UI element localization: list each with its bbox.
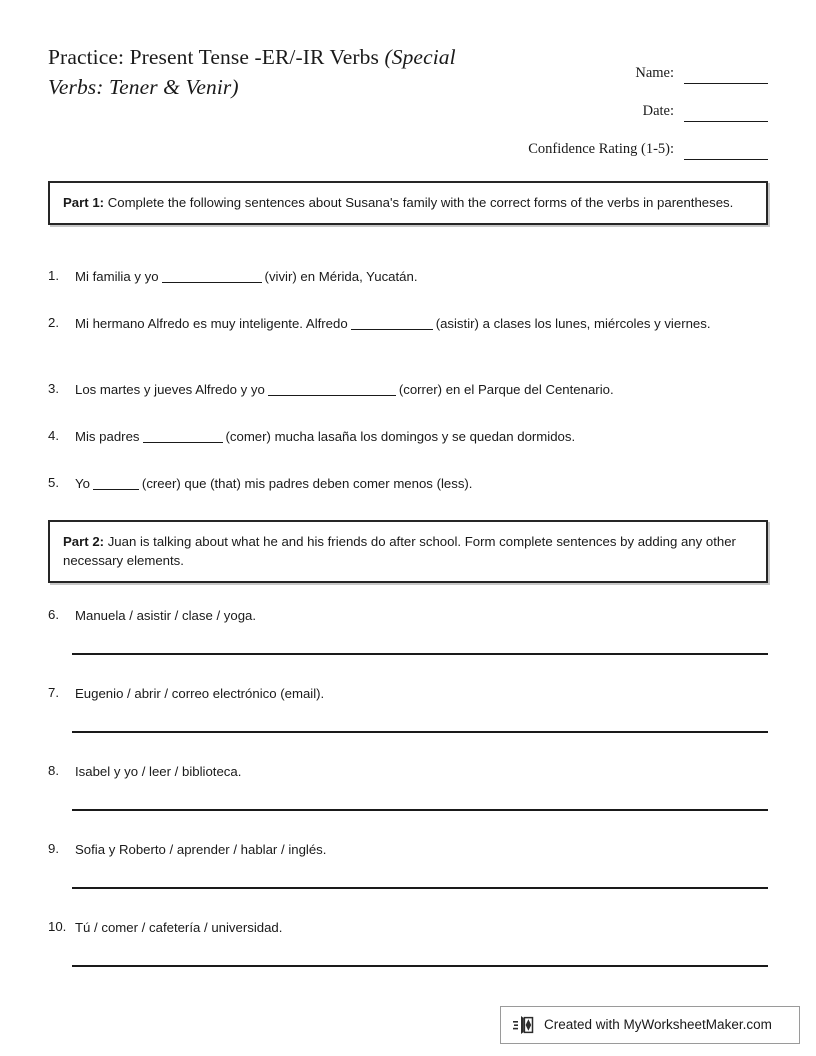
question-text xyxy=(75,473,768,494)
attribution-text: Created with MyWorksheetMaker.com xyxy=(544,1017,772,1032)
answer-blank[interactable] xyxy=(143,429,223,443)
part1-instruction-body: Complete the following sentences about Susana's family with the correct forms of the verbs in parentheses. xyxy=(104,195,734,210)
name-label: Name: xyxy=(635,65,674,81)
name-input[interactable] xyxy=(684,66,768,84)
worksheet-header xyxy=(48,42,768,157)
question-prefix: Los martes y jueves Alfredo y yo xyxy=(75,382,265,397)
question-number: 8. xyxy=(48,763,59,778)
answer-line-7[interactable] xyxy=(72,731,768,733)
title-italic: (Special Verbs: Tener & Venir) xyxy=(48,45,456,99)
question-text xyxy=(75,379,768,400)
date-label: Date: xyxy=(642,103,674,119)
question-prefix: Mi familia y yo xyxy=(75,269,159,284)
date-input[interactable] xyxy=(684,104,768,122)
answer-line-10[interactable] xyxy=(72,965,768,967)
question-number: 9. xyxy=(48,841,59,856)
answer-line-8[interactable] xyxy=(72,809,768,811)
question-number: 6. xyxy=(48,607,59,622)
question-text: Isabel y yo / leer / biblioteca. xyxy=(75,764,242,779)
question-suffix: (creer) que (that) mis padres deben comer menos (less). xyxy=(141,476,473,491)
question-2 xyxy=(48,313,768,334)
question-suffix: (comer) mucha lasaña los domingos y se quedan dormidos. xyxy=(225,429,576,444)
question-3 xyxy=(48,379,768,400)
question-number: 2. xyxy=(48,315,59,330)
question-5 xyxy=(48,473,768,494)
question-number: 5. xyxy=(48,475,59,490)
question-number: 4. xyxy=(48,428,59,443)
question-suffix: (correr) en el Parque del Centenario. xyxy=(398,382,614,397)
part2-instruction-box xyxy=(48,520,768,583)
part1-instruction-text xyxy=(63,193,754,212)
question-number: 1. xyxy=(48,268,59,283)
question-text xyxy=(75,426,768,447)
question-text xyxy=(75,266,768,287)
attribution-badge[interactable] xyxy=(500,1006,800,1044)
question-prefix: Mi hermano Alfredo es muy inteligente. Alfredo xyxy=(75,316,348,331)
question-8 xyxy=(48,761,768,782)
question-number: 7. xyxy=(48,685,59,700)
question-10 xyxy=(48,917,768,938)
answer-blank[interactable] xyxy=(162,269,262,283)
answer-blank[interactable] xyxy=(351,316,433,330)
confidence-rating-input[interactable] xyxy=(684,142,768,160)
question-suffix: (vivir) en Mérida, Yucatán. xyxy=(264,269,418,284)
part2-instruction-text xyxy=(63,532,754,570)
part2-instruction-body: Juan is talking about what he and his friends do after school. Form complete sentences by adding any other necessary elements. xyxy=(63,534,736,568)
part1-label: Part 1: xyxy=(63,195,105,210)
question-text xyxy=(75,313,768,334)
page-title xyxy=(48,42,498,102)
question-text: Sofia y Roberto / aprender / hablar / inglés. xyxy=(75,842,327,857)
question-7 xyxy=(48,683,768,704)
answer-blank[interactable] xyxy=(93,476,139,490)
question-prefix: Yo xyxy=(75,476,90,491)
student-info-fields xyxy=(458,46,768,160)
worksheet-maker-logo-icon xyxy=(513,1013,537,1037)
confidence-rating-label: Confidence Rating (1-5): xyxy=(528,141,674,157)
answer-line-9[interactable] xyxy=(72,887,768,889)
question-number: 3. xyxy=(48,381,59,396)
part2-label: Part 2: xyxy=(63,534,105,549)
question-9 xyxy=(48,839,768,860)
question-number: 10. xyxy=(48,919,67,934)
title-main: Practice: Present Tense -ER/-IR Verbs xyxy=(48,45,385,69)
question-4 xyxy=(48,426,768,447)
name-field-row xyxy=(458,46,768,84)
date-field-row xyxy=(458,84,768,122)
question-prefix: Mis padres xyxy=(75,429,140,444)
question-suffix: (asistir) a clases los lunes, miércoles y viernes. xyxy=(435,316,711,331)
confidence-field-row xyxy=(458,122,768,160)
question-text: Manuela / asistir / clase / yoga. xyxy=(75,608,257,623)
answer-line-6[interactable] xyxy=(72,653,768,655)
question-1 xyxy=(48,266,768,287)
part1-instruction-box xyxy=(48,181,768,225)
answer-blank[interactable] xyxy=(268,382,396,396)
question-text: Eugenio / abrir / correo electrónico (email). xyxy=(75,686,325,701)
question-6 xyxy=(48,605,768,626)
question-text: Tú / comer / cafetería / universidad. xyxy=(75,920,283,935)
